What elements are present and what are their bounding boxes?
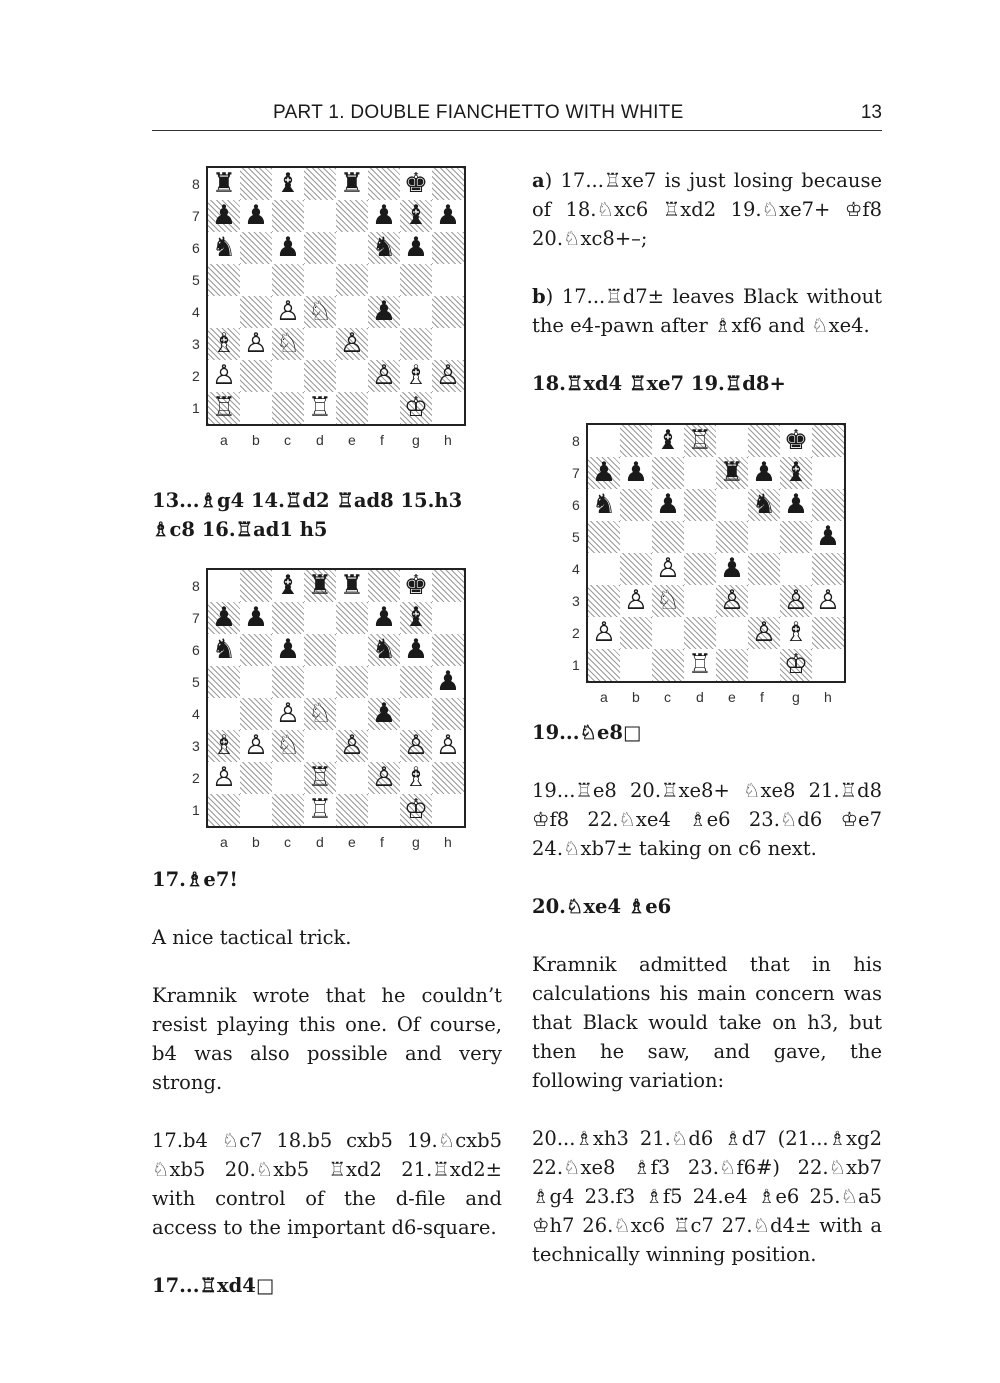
board-square <box>620 649 652 681</box>
rank-label: 2 <box>572 625 580 641</box>
page-header <box>152 98 882 131</box>
board-square <box>208 794 240 826</box>
rank-label: 7 <box>572 465 580 481</box>
file-label: a <box>220 432 228 448</box>
file-label: b <box>632 689 640 705</box>
rank-label: 3 <box>192 738 200 754</box>
board-square <box>304 666 336 698</box>
white-knight-icon: ♘ <box>275 328 301 359</box>
white-pawn-icon: ♙ <box>275 296 301 327</box>
black-bishop-icon: ♝ <box>403 602 429 633</box>
file-label: b <box>252 432 260 448</box>
black-knight-icon: ♞ <box>591 489 617 520</box>
white-bishop-icon: ♗ <box>211 328 237 359</box>
board-square <box>336 666 368 698</box>
board-square <box>240 264 272 296</box>
board-square <box>368 264 400 296</box>
white-pawn-icon: ♙ <box>751 617 777 648</box>
white-pawn-icon: ♙ <box>783 585 809 616</box>
white-bishop-icon: ♗ <box>403 360 429 391</box>
white-rook-icon: ♖ <box>211 392 237 423</box>
paragraph: 17.b4 ♘c7 18.b5 cxb5 19.♘cxb5 ♘xb5 20.♘xb5 ♖xd2 21.♖xd2± with control of the d-file and access to the important d6-square. <box>152 1129 502 1239</box>
board-square <box>620 521 652 553</box>
white-rook-icon: ♖ <box>307 794 333 825</box>
board-square <box>684 585 716 617</box>
board-square <box>400 698 432 730</box>
white-pawn-icon: ♙ <box>435 730 461 761</box>
black-rook-icon: ♜ <box>307 570 333 601</box>
board-square <box>716 649 748 681</box>
board-square <box>620 489 652 521</box>
board-square <box>208 264 240 296</box>
board-square <box>304 328 336 360</box>
board-square <box>304 360 336 392</box>
board-square <box>208 570 240 602</box>
white-rook-icon: ♖ <box>687 425 713 456</box>
board-square <box>240 296 272 328</box>
chess-diagram-3 <box>568 421 848 709</box>
board-square <box>588 585 620 617</box>
board-square <box>812 425 844 457</box>
white-pawn-icon: ♙ <box>211 360 237 391</box>
file-label: d <box>316 432 324 448</box>
board-square <box>272 200 304 232</box>
board-square <box>748 553 780 585</box>
file-label: f <box>380 432 384 448</box>
board-square <box>400 328 432 360</box>
move-line: 17...♖xd4□ <box>152 1274 275 1297</box>
board-square <box>208 296 240 328</box>
black-pawn-icon: ♟ <box>435 200 461 231</box>
black-pawn-icon: ♟ <box>815 521 841 552</box>
black-rook-icon: ♜ <box>211 168 237 199</box>
rank-label: 7 <box>192 208 200 224</box>
file-label: e <box>728 689 736 705</box>
board-square <box>368 666 400 698</box>
board-square <box>588 425 620 457</box>
rank-label: 4 <box>572 561 580 577</box>
board-square <box>432 762 464 794</box>
board-square <box>400 296 432 328</box>
file-label: f <box>380 834 384 850</box>
black-pawn-icon: ♟ <box>371 602 397 633</box>
white-pawn-icon: ♙ <box>243 730 269 761</box>
rank-label: 5 <box>192 674 200 690</box>
file-label: d <box>696 689 704 705</box>
black-pawn-icon: ♟ <box>435 666 461 697</box>
black-pawn-icon: ♟ <box>623 457 649 488</box>
board-square <box>336 762 368 794</box>
file-label: f <box>760 689 764 705</box>
white-pawn-icon: ♙ <box>339 328 365 359</box>
white-pawn-icon: ♙ <box>339 730 365 761</box>
board-square <box>716 489 748 521</box>
rank-label: 4 <box>192 304 200 320</box>
black-pawn-icon: ♟ <box>211 602 237 633</box>
file-label: g <box>792 689 800 705</box>
move-line: 20.♘xe4 ♗e6 <box>532 895 672 918</box>
file-label: d <box>316 834 324 850</box>
board-square <box>336 794 368 826</box>
variation-label: b <box>532 285 546 308</box>
board-square <box>620 553 652 585</box>
board-square <box>368 392 400 424</box>
black-bishop-icon: ♝ <box>403 200 429 231</box>
black-rook-icon: ♜ <box>339 570 365 601</box>
paragraph: Kramnik wrote that he couldn’t resist playing this one. Of course, b4 was also possible and very strong. <box>152 984 502 1094</box>
board-square <box>272 794 304 826</box>
board-square <box>272 392 304 424</box>
right-column-lower <box>532 718 882 1269</box>
board-square <box>272 762 304 794</box>
black-pawn-icon: ♟ <box>783 489 809 520</box>
black-pawn-icon: ♟ <box>719 553 745 584</box>
black-pawn-icon: ♟ <box>371 296 397 327</box>
board-square <box>748 521 780 553</box>
board-square <box>652 521 684 553</box>
black-knight-icon: ♞ <box>211 232 237 263</box>
variation-text: ) 17...♖d7± leaves Black without the e4-pawn after ♗xf6 and ♘xe4. <box>532 285 882 337</box>
black-bishop-icon: ♝ <box>783 457 809 488</box>
white-pawn-icon: ♙ <box>591 617 617 648</box>
board-square <box>748 585 780 617</box>
rank-label: 4 <box>192 706 200 722</box>
board-square <box>684 521 716 553</box>
file-label: g <box>412 834 420 850</box>
board-square <box>240 666 272 698</box>
rank-label: 6 <box>192 642 200 658</box>
board-square <box>684 553 716 585</box>
black-pawn-icon: ♟ <box>371 200 397 231</box>
rank-label: 1 <box>192 400 200 416</box>
board-square <box>368 328 400 360</box>
board-square <box>716 617 748 649</box>
board-square <box>336 634 368 666</box>
black-pawn-icon: ♟ <box>243 602 269 633</box>
rank-label: 2 <box>192 368 200 384</box>
black-bishop-icon: ♝ <box>275 168 301 199</box>
board-square <box>432 328 464 360</box>
rank-label: 3 <box>192 336 200 352</box>
chapter-title: PART 1. DOUBLE FIANCHETTO WITH WHITE <box>273 102 684 123</box>
board-square <box>432 602 464 634</box>
board-square <box>240 168 272 200</box>
board-square <box>432 698 464 730</box>
board-square <box>716 425 748 457</box>
board-square <box>304 200 336 232</box>
board-square <box>240 232 272 264</box>
variation-label: a <box>532 169 545 192</box>
board-square <box>812 489 844 521</box>
board-square <box>588 649 620 681</box>
white-knight-icon: ♘ <box>275 730 301 761</box>
rank-label: 6 <box>192 240 200 256</box>
board-square <box>432 232 464 264</box>
white-king-icon: ♔ <box>783 649 809 680</box>
board-square <box>336 296 368 328</box>
black-pawn-icon: ♟ <box>275 634 301 665</box>
black-pawn-icon: ♟ <box>403 232 429 263</box>
board-square <box>620 425 652 457</box>
white-knight-icon: ♘ <box>655 585 681 616</box>
white-pawn-icon: ♙ <box>719 585 745 616</box>
rank-label: 5 <box>572 529 580 545</box>
black-bishop-icon: ♝ <box>275 570 301 601</box>
board-square <box>336 360 368 392</box>
board-square <box>304 602 336 634</box>
board-square <box>812 553 844 585</box>
board-square <box>400 264 432 296</box>
board-square <box>432 634 464 666</box>
file-label: c <box>284 834 291 850</box>
rank-label: 1 <box>572 657 580 673</box>
board-square <box>240 392 272 424</box>
rank-label: 2 <box>192 770 200 786</box>
board-square <box>588 553 620 585</box>
board-square <box>652 457 684 489</box>
white-bishop-icon: ♗ <box>783 617 809 648</box>
board-square <box>272 666 304 698</box>
black-pawn-icon: ♟ <box>275 232 301 263</box>
board-square <box>368 570 400 602</box>
file-label: c <box>664 689 671 705</box>
board-square <box>336 200 368 232</box>
rank-label: 5 <box>192 272 200 288</box>
file-label: a <box>220 834 228 850</box>
rank-label: 8 <box>192 578 200 594</box>
board-square <box>652 649 684 681</box>
black-king-icon: ♚ <box>783 425 809 456</box>
black-pawn-icon: ♟ <box>403 634 429 665</box>
white-bishop-icon: ♗ <box>403 762 429 793</box>
white-pawn-icon: ♙ <box>371 762 397 793</box>
rank-label: 7 <box>192 610 200 626</box>
board-square <box>620 617 652 649</box>
board-square <box>432 794 464 826</box>
board-square <box>304 264 336 296</box>
board-square <box>336 392 368 424</box>
right-column <box>532 166 882 398</box>
rank-label: 6 <box>572 497 580 513</box>
move-line: 13...♗g4 14.♖d2 ♖ad8 15.h3 ♗c8 16.♖ad1 h5 <box>152 489 463 541</box>
black-knight-icon: ♞ <box>211 634 237 665</box>
white-pawn-icon: ♙ <box>623 585 649 616</box>
black-pawn-icon: ♟ <box>211 200 237 231</box>
black-pawn-icon: ♟ <box>751 457 777 488</box>
white-pawn-icon: ♙ <box>403 730 429 761</box>
white-king-icon: ♔ <box>403 392 429 423</box>
board-square <box>716 521 748 553</box>
board-square <box>748 425 780 457</box>
file-label: c <box>284 432 291 448</box>
black-pawn-icon: ♟ <box>371 698 397 729</box>
chess-diagram-2 <box>188 566 468 854</box>
page-number: 13 <box>860 102 882 123</box>
white-rook-icon: ♖ <box>307 762 333 793</box>
white-pawn-icon: ♙ <box>815 585 841 616</box>
black-pawn-icon: ♟ <box>243 200 269 231</box>
board-square <box>272 360 304 392</box>
white-pawn-icon: ♙ <box>655 553 681 584</box>
board-square <box>304 168 336 200</box>
black-knight-icon: ♞ <box>371 232 397 263</box>
board-square <box>812 617 844 649</box>
black-rook-icon: ♜ <box>339 168 365 199</box>
board-square <box>684 457 716 489</box>
white-knight-icon: ♘ <box>307 698 333 729</box>
board-square <box>240 794 272 826</box>
board-square <box>240 698 272 730</box>
left-column-lower <box>152 865 502 1300</box>
file-label: h <box>824 689 832 705</box>
black-pawn-icon: ♟ <box>591 457 617 488</box>
board-square <box>432 570 464 602</box>
move-line: 17.♗e7! <box>152 868 238 891</box>
file-label: h <box>444 834 452 850</box>
rank-label: 3 <box>572 593 580 609</box>
black-knight-icon: ♞ <box>371 634 397 665</box>
white-pawn-icon: ♙ <box>275 698 301 729</box>
move-line: 18.♖xd4 ♖xe7 19.♖d8+ <box>532 372 786 395</box>
paragraph: A nice tactical trick. <box>152 926 352 949</box>
board-square <box>208 666 240 698</box>
chessboard <box>206 568 466 828</box>
left-column <box>152 486 502 544</box>
file-label: a <box>600 689 608 705</box>
white-rook-icon: ♖ <box>687 649 713 680</box>
black-rook-icon: ♜ <box>719 457 745 488</box>
black-knight-icon: ♞ <box>751 489 777 520</box>
black-king-icon: ♚ <box>403 168 429 199</box>
board-square <box>272 602 304 634</box>
board-square <box>240 762 272 794</box>
board-square <box>812 649 844 681</box>
board-square <box>588 521 620 553</box>
file-label: e <box>348 432 356 448</box>
board-square <box>432 264 464 296</box>
board-square <box>684 489 716 521</box>
board-square <box>336 698 368 730</box>
board-square <box>780 521 812 553</box>
board-square <box>304 730 336 762</box>
board-square <box>368 794 400 826</box>
file-label: g <box>412 432 420 448</box>
board-square <box>368 730 400 762</box>
variation-text: ) 17...♖xe7 is just losing because of 18.♘xc6 ♖xd2 19.♘xe7+ ♔f8 20.♘xc8+–; <box>532 169 882 250</box>
black-pawn-icon: ♟ <box>655 489 681 520</box>
chessboard <box>586 423 846 683</box>
board-square <box>240 634 272 666</box>
board-square <box>432 392 464 424</box>
board-square <box>336 602 368 634</box>
file-label: e <box>348 834 356 850</box>
variation-b <box>532 282 882 340</box>
board-square <box>780 553 812 585</box>
variation-a <box>532 166 882 253</box>
black-bishop-icon: ♝ <box>655 425 681 456</box>
rank-label: 1 <box>192 802 200 818</box>
chessboard <box>206 166 466 426</box>
board-square <box>684 617 716 649</box>
white-pawn-icon: ♙ <box>211 762 237 793</box>
paragraph: Kramnik admitted that in his calculations his main concern was that Black would take on h3, but then he saw, and gave, the following variation: <box>532 953 882 1092</box>
board-square <box>272 264 304 296</box>
board-square <box>748 649 780 681</box>
board-square <box>368 168 400 200</box>
rank-label: 8 <box>192 176 200 192</box>
black-king-icon: ♚ <box>403 570 429 601</box>
white-knight-icon: ♘ <box>307 296 333 327</box>
board-square <box>304 232 336 264</box>
board-square <box>336 232 368 264</box>
board-square <box>400 666 432 698</box>
file-label: h <box>444 432 452 448</box>
paragraph: 19...♖e8 20.♖xe8+ ♘xe8 21.♖d8 ♔f8 22.♘xe4 ♗e6 23.♘d6 ♔e7 24.♘xb7± taking on c6 next. <box>532 779 882 860</box>
board-square <box>432 168 464 200</box>
white-pawn-icon: ♙ <box>435 360 461 391</box>
board-square <box>652 617 684 649</box>
board-square <box>336 264 368 296</box>
board-square <box>812 457 844 489</box>
rank-label: 8 <box>572 433 580 449</box>
white-pawn-icon: ♙ <box>371 360 397 391</box>
board-square <box>432 296 464 328</box>
move-line: 19...♘e8□ <box>532 721 642 744</box>
white-pawn-icon: ♙ <box>243 328 269 359</box>
white-king-icon: ♔ <box>403 794 429 825</box>
board-square <box>208 698 240 730</box>
chess-diagram-1 <box>188 164 468 452</box>
board-square <box>240 360 272 392</box>
white-bishop-icon: ♗ <box>211 730 237 761</box>
file-label: b <box>252 834 260 850</box>
board-square <box>240 570 272 602</box>
paragraph: 20...♗xh3 21.♘d6 ♗d7 (21...♗xg2 22.♘xe8 ♗f3 23.♘f6#) 22.♘xb7 ♗g4 23.f3 ♗f5 24.e4 ♗e6 25.♘a5 ♔h7 26.♘xc6 ♖c7 27.♘d4± with a technically winning position. <box>532 1127 882 1266</box>
board-square <box>304 634 336 666</box>
white-rook-icon: ♖ <box>307 392 333 423</box>
